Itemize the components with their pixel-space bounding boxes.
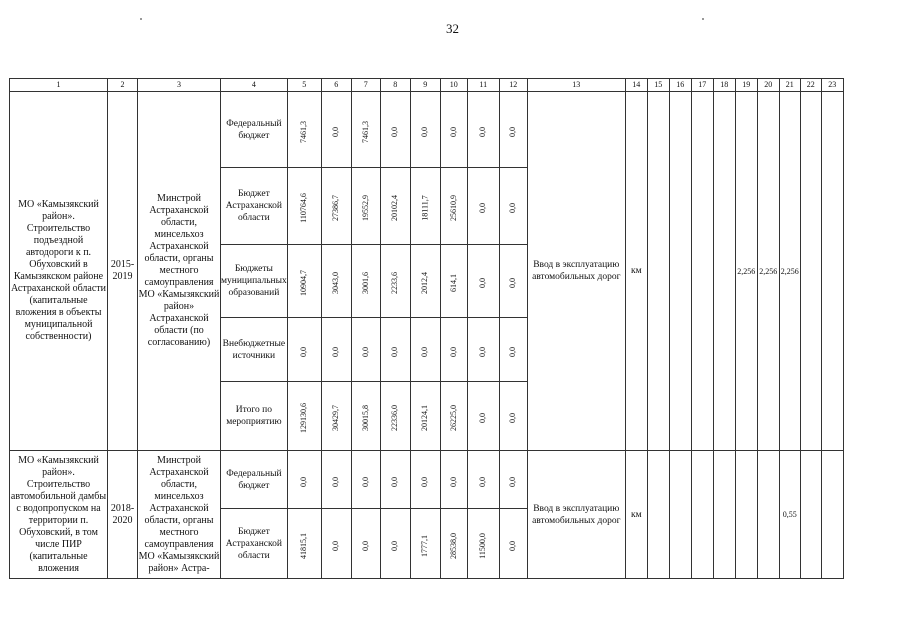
value-cell: 0,0: [380, 451, 410, 509]
value-cell: 0,0: [287, 451, 321, 509]
value-cell: 0,0: [499, 245, 527, 318]
col-number: 15: [647, 79, 669, 92]
empty-cell: [821, 92, 843, 451]
value-cell: 0,0: [321, 509, 351, 579]
funding-source-label: Итого по мероприятию: [221, 382, 288, 451]
project-executor: Минстрой Астраханской области, минсельхоз Астраханской области, органы местного самоуправления МО «Камызякский район» Астраханской области (по согласованию): [138, 92, 221, 451]
col-number: 23: [821, 79, 843, 92]
indicator-value: 0,55: [779, 451, 800, 579]
value-cell: 0,0: [440, 451, 467, 509]
col-number: 10: [440, 79, 467, 92]
value-cell: 0,0: [499, 509, 527, 579]
value-cell: 0,0: [467, 451, 499, 509]
indicator-value: 2,256: [735, 92, 757, 451]
value-cell: 614,1: [440, 245, 467, 318]
indicator-value: 2,256: [757, 92, 779, 451]
value-cell: 27386,7: [321, 168, 351, 245]
value-cell: 10904,7: [287, 245, 321, 318]
col-number: 14: [625, 79, 647, 92]
value-cell: 2233,6: [380, 245, 410, 318]
empty-cell: [800, 451, 821, 579]
col-number: 20: [757, 79, 779, 92]
col-number: 9: [410, 79, 440, 92]
value-cell: 129130,6: [287, 382, 321, 451]
funding-source-label: Бюджет Астраханской области: [221, 509, 288, 579]
value-cell: 0,0: [351, 451, 380, 509]
value-cell: 3043,0: [321, 245, 351, 318]
value-cell: 30015,8: [351, 382, 380, 451]
value-cell: 19552,9: [351, 168, 380, 245]
program-table: [9, 78, 844, 579]
col-number: 13: [527, 79, 625, 92]
col-number: 22: [800, 79, 821, 92]
value-cell: 0,0: [351, 318, 380, 382]
col-number: 1: [10, 79, 108, 92]
value-cell: 0,0: [467, 92, 499, 168]
project-name: МО «Камызякский район». Строительство подъездной автодороги к п. Обуховский в Камызякском районе Астраханской области (капитальные вложения в объекты муниципальной собственности): [10, 92, 108, 451]
empty-cell: [647, 451, 669, 579]
col-number: 12: [499, 79, 527, 92]
value-cell: 11500,0: [467, 509, 499, 579]
value-cell: 22336,0: [380, 382, 410, 451]
value-cell: 0,0: [440, 92, 467, 168]
col-number: 18: [713, 79, 735, 92]
project-executor: Минстрой Астраханской области, минсельхоз Астраханской области, органы местного самоуправления МО «Камызякский район» Астра-: [138, 451, 221, 579]
result-indicator: Ввод в эксплуатацию автомобильных дорог: [527, 451, 625, 579]
empty-cell: [647, 92, 669, 451]
funding-source-label: Федеральный бюджет: [221, 451, 288, 509]
value-cell: 0,0: [467, 168, 499, 245]
empty-cell: [821, 451, 843, 579]
empty-cell: [691, 92, 713, 451]
value-cell: 0,0: [410, 92, 440, 168]
value-cell: 0,0: [410, 318, 440, 382]
value-cell: 7461,3: [351, 92, 380, 168]
value-cell: 0,0: [467, 318, 499, 382]
empty-cell: [713, 451, 735, 579]
value-cell: 110764,6: [287, 168, 321, 245]
col-number: 4: [221, 79, 288, 92]
value-cell: 25610,9: [440, 168, 467, 245]
col-number: 6: [321, 79, 351, 92]
unit-cell: км: [625, 451, 647, 579]
value-cell: 2012,4: [410, 245, 440, 318]
project-period: 2015-2019: [108, 92, 138, 451]
value-cell: 0,0: [321, 318, 351, 382]
value-cell: 20102,4: [380, 168, 410, 245]
col-number: 19: [735, 79, 757, 92]
project-name: МО «Камызякский район». Строительство автомобильной дамбы с водопропуском на территории п. Обуховский, в том числе ПИР (капитальные вложения: [10, 451, 108, 579]
value-cell: 26225,0: [440, 382, 467, 451]
value-cell: 0,0: [499, 168, 527, 245]
value-cell: 0,0: [351, 509, 380, 579]
empty-cell: [691, 451, 713, 579]
col-number: 2: [108, 79, 138, 92]
value-cell: 0,0: [321, 92, 351, 168]
funding-source-label: Бюджеты муниципальных образований: [221, 245, 288, 318]
empty-cell: [800, 92, 821, 451]
col-number: 8: [380, 79, 410, 92]
scan-speck: [140, 18, 142, 20]
value-cell: 28538,0: [440, 509, 467, 579]
page-number: 32: [446, 21, 459, 36]
value-cell: 0,0: [321, 451, 351, 509]
value-cell: 0,0: [467, 245, 499, 318]
col-number: 5: [287, 79, 321, 92]
value-cell: 30429,7: [321, 382, 351, 451]
value-cell: 0,0: [499, 451, 527, 509]
col-number: 3: [138, 79, 221, 92]
value-cell: 41815,1: [287, 509, 321, 579]
value-cell: 7461,3: [287, 92, 321, 168]
value-cell: 0,0: [467, 382, 499, 451]
value-cell: 0,0: [499, 92, 527, 168]
value-cell: 18111,7: [410, 168, 440, 245]
table-row: [10, 92, 844, 168]
value-cell: 0,0: [499, 318, 527, 382]
unit-cell: км: [625, 92, 647, 451]
col-number: 16: [669, 79, 691, 92]
col-number: 21: [779, 79, 800, 92]
empty-cell: [669, 92, 691, 451]
col-number: 7: [351, 79, 380, 92]
value-cell: 0,0: [499, 382, 527, 451]
value-cell: 3001,6: [351, 245, 380, 318]
scan-speck: [702, 18, 704, 20]
col-number: 17: [691, 79, 713, 92]
value-cell: 0,0: [380, 318, 410, 382]
project-period: 2018-2020: [108, 451, 138, 579]
value-cell: 0,0: [380, 92, 410, 168]
value-cell: 0,0: [410, 451, 440, 509]
column-number-row: [10, 79, 844, 92]
empty-cell: [713, 92, 735, 451]
result-indicator: Ввод в эксплуатацию автомобильных дорог: [527, 92, 625, 451]
value-cell: 0,0: [380, 509, 410, 579]
funding-source-label: Федеральный бюджет: [221, 92, 288, 168]
value-cell: 0,0: [287, 318, 321, 382]
value-cell: 20124,1: [410, 382, 440, 451]
funding-source-label: Бюджет Астраханской области: [221, 168, 288, 245]
empty-cell: [669, 451, 691, 579]
value-cell: 1777,1: [410, 509, 440, 579]
empty-cell: [735, 451, 757, 579]
funding-source-label: Внебюджетные источники: [221, 318, 288, 382]
value-cell: 0,0: [440, 318, 467, 382]
table-row: [10, 451, 844, 509]
indicator-value: 2,256: [779, 92, 800, 451]
empty-cell: [757, 451, 779, 579]
col-number: 11: [467, 79, 499, 92]
